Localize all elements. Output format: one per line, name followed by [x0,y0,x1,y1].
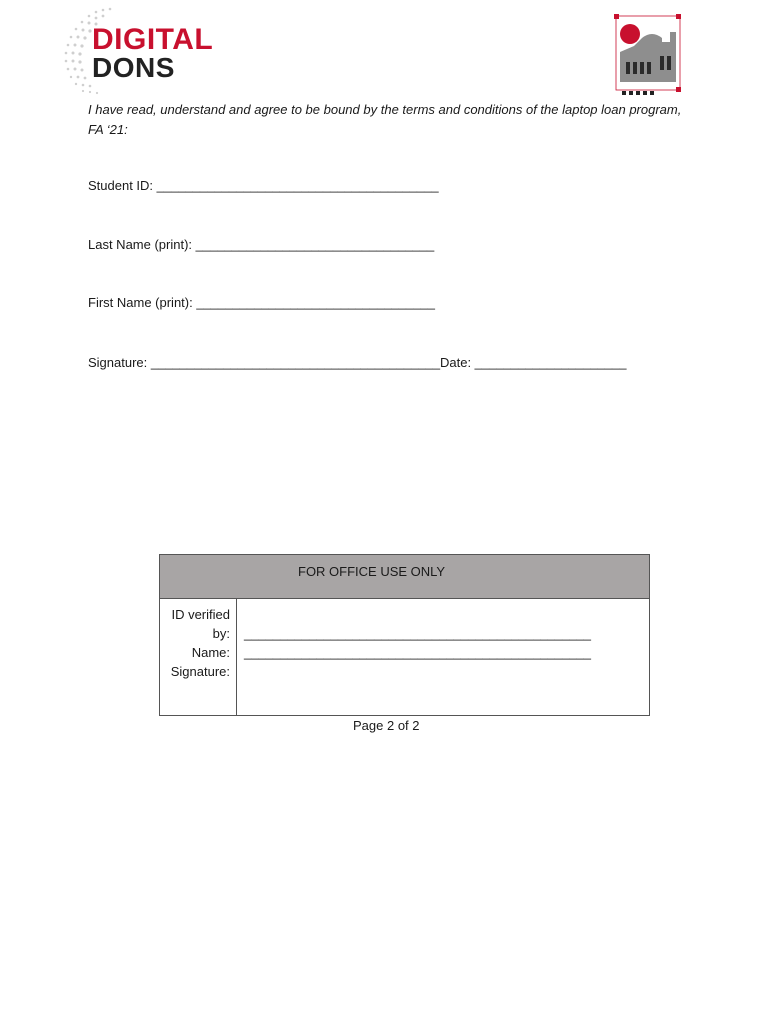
office-use-header [160,555,649,599]
digital-dons-logo [56,4,216,96]
office-signature-line[interactable]: ________________________________________________ [244,645,592,660]
office-name-line[interactable]: ________________________________________________ [244,626,592,641]
last-name-field[interactable]: Last Name (print): _________________________________ [88,237,435,252]
page-number: Page 2 of 2 [353,718,420,733]
by-label: by: [212,626,230,641]
agreement-statement: I have read, understand and agree to be bound by the terms and conditions of the laptop loan program, FA ‘21: [88,102,682,137]
logo-word-dons: DONS [92,52,175,83]
logo-word-digital: DIGITAL [92,23,214,56]
student-id-field[interactable]: Student ID: _______________________________________ [88,178,439,193]
first-name-field[interactable]: First Name (print): _________________________________ [88,295,435,310]
name-label: Name: [191,645,230,660]
office-use-title: FOR OFFICE USE ONLY [298,564,446,579]
office-signature-label: Signature: [170,664,230,679]
date-field[interactable]: Date: _____________________ [440,355,627,370]
office-use-box [159,554,650,716]
signature-field[interactable]: Signature: ________________________________________ [88,355,441,370]
office-labels [160,605,230,681]
mission-building-icon [612,12,684,98]
office-column-divider [236,598,237,715]
id-verified-label: ID verified [171,607,230,622]
